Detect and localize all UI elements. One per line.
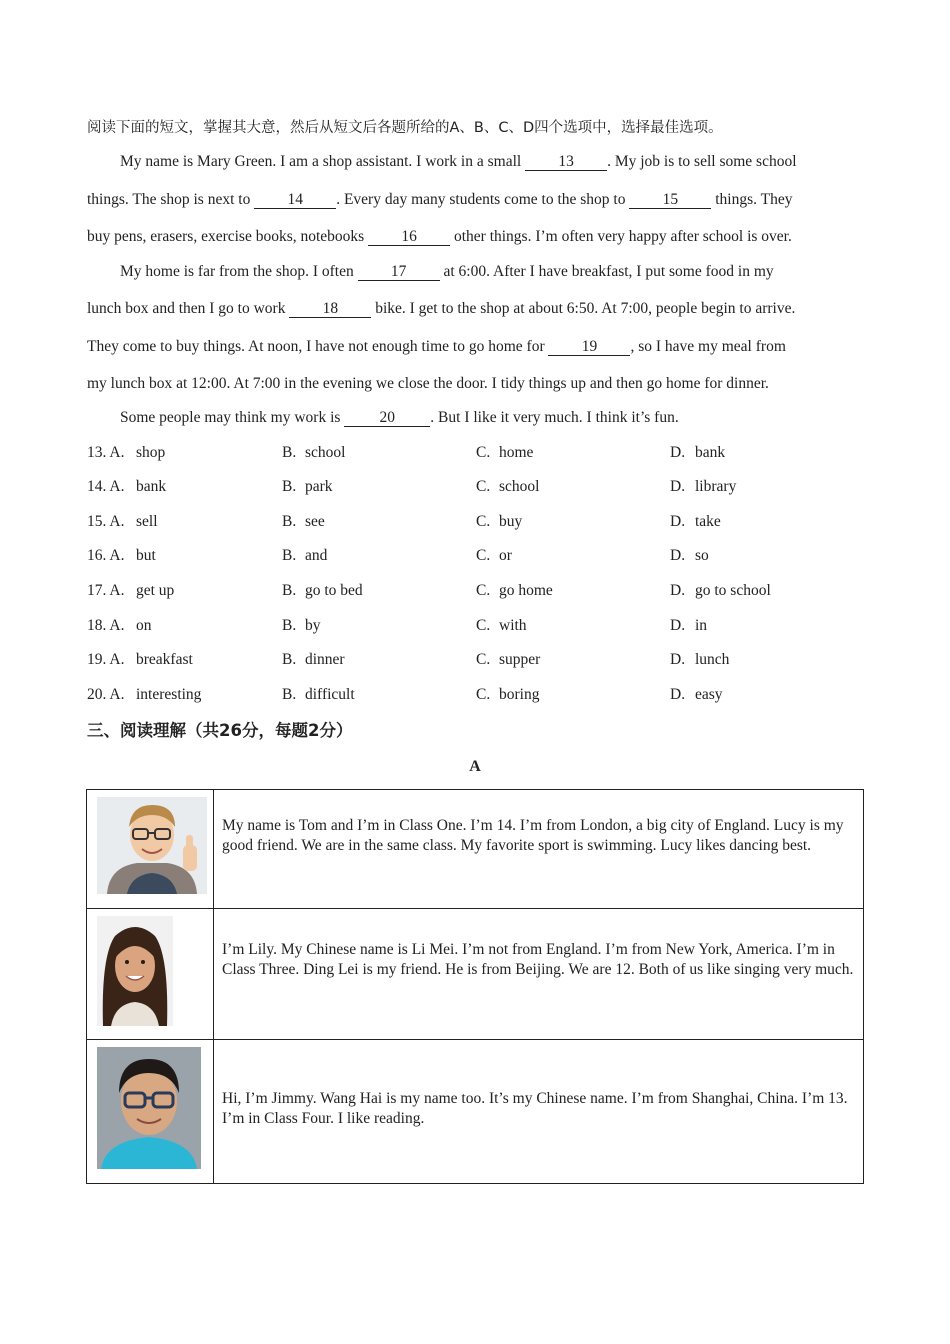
option-c: boring	[499, 686, 540, 703]
table-row	[87, 1040, 864, 1184]
option-b: school	[305, 444, 346, 461]
option-c-label: C.	[476, 617, 491, 634]
option-b-label: B.	[282, 651, 297, 668]
option-b: by	[305, 617, 321, 634]
option-b-label: B.	[282, 617, 297, 634]
section-title: 三、阅读理解（共26分，每题2分）	[87, 721, 353, 740]
passage-text: . Every day many students come to the shop to	[336, 191, 630, 208]
option-b-label: B.	[282, 444, 297, 461]
passage-text: at 6:00. After I have breakfast, I put some food in my	[439, 263, 774, 280]
profile-jimmy-text: Hi, I’m Jimmy. Wang Hai is my name too. It’s my Chinese name. I’m from Shanghai, China. I’m 13. I’m in Class Four. I like reading.	[222, 1090, 848, 1127]
option-c-label: C.	[476, 478, 491, 495]
option-d: library	[695, 478, 737, 495]
passage-text: My name is Mary Green. I am a shop assistant. I work in a small	[120, 153, 526, 170]
option-d-label: D.	[670, 444, 686, 461]
option-d: easy	[695, 686, 723, 703]
passage-text: My home is far from the shop. I often	[120, 263, 358, 280]
option-c: or	[499, 547, 512, 564]
option-d-label: D.	[670, 478, 686, 495]
profile-tom-text: My name is Tom and I’m in Class One. I’m 14. I’m from London, a big city of England. Lucy is my good friend. We are in the same class. My favorite sport is swimming. Lucy likes dancing best.	[222, 817, 844, 854]
blank-20: 20	[344, 409, 430, 427]
passage-line-5	[87, 299, 795, 319]
option-b-label: B.	[282, 547, 297, 564]
question-20-number: 20. A.	[87, 686, 125, 703]
passage-text: Some people may think my work is	[120, 409, 345, 426]
profile-text-cell	[214, 790, 864, 909]
question-19-number: 19. A.	[87, 651, 125, 668]
option-c: school	[499, 478, 540, 495]
option-b: park	[305, 478, 333, 495]
question-16-number: 16. A.	[87, 547, 125, 564]
profile-lily-text: I’m Lily. My Chinese name is Li Mei. I’m not from England. I’m from New York, America. I’m in Class Three. Ding Lei is my friend. He is from Beijing. We are 12. Both of us like singing very much.	[222, 941, 854, 978]
blank-16: 16	[368, 228, 450, 246]
passage-text: other things. I’m often very happy after school is over.	[450, 228, 792, 245]
part-label: A	[469, 758, 481, 775]
blank-19: 19	[548, 338, 630, 356]
profile-text-cell	[214, 909, 864, 1040]
option-b: see	[305, 513, 325, 530]
option-c-label: C.	[476, 686, 491, 703]
option-a: get up	[136, 582, 175, 599]
option-b-label: B.	[282, 582, 297, 599]
question-14-number: 14. A.	[87, 478, 125, 495]
option-a: sell	[136, 513, 158, 530]
passage-text: lunch box and then I go to work	[87, 300, 290, 317]
option-b-label: B.	[282, 686, 297, 703]
option-d: take	[695, 513, 721, 530]
option-b: dinner	[305, 651, 345, 668]
option-c-label: C.	[476, 651, 491, 668]
boy-with-glasses-thumbs-up-photo	[97, 797, 207, 894]
blank-14: 14	[254, 191, 336, 209]
passage-text: . But I like it very much. I think it’s fun.	[430, 409, 679, 426]
option-d: so	[695, 547, 709, 564]
option-d: go to school	[695, 582, 771, 599]
blank-15: 15	[629, 191, 711, 209]
option-d: lunch	[695, 651, 730, 668]
option-a: shop	[136, 444, 166, 461]
passage-line-1	[120, 152, 797, 172]
table-row	[87, 909, 864, 1040]
passage-text: buy pens, erasers, exercise books, notebooks	[87, 228, 369, 245]
question-15-number: 15. A.	[87, 513, 125, 530]
blank-17: 17	[358, 263, 440, 281]
option-c: supper	[499, 651, 541, 668]
passage-text: . My job is to sell some school	[607, 153, 797, 170]
option-d-label: D.	[670, 617, 686, 634]
photo-cell	[87, 909, 214, 1040]
option-c-label: C.	[476, 582, 491, 599]
option-a: on	[136, 617, 152, 634]
option-a: breakfast	[136, 651, 193, 668]
profile-table	[86, 789, 864, 1184]
option-d-label: D.	[670, 547, 686, 564]
option-c-label: C.	[476, 547, 491, 564]
passage-text: bike. I get to the shop at about 6:50. At 7:00, people begin to arrive.	[371, 300, 796, 317]
option-d: in	[695, 617, 708, 634]
passage-line-7: my lunch box at 12:00. At 7:00 in the evening we close the door. I tidy things up and then go home for dinner.	[87, 375, 769, 392]
passage-line-4	[120, 262, 774, 282]
photo-cell	[87, 790, 214, 909]
option-d: bank	[695, 444, 726, 461]
option-b-label: B.	[282, 513, 297, 530]
question-13-number: 13. A.	[87, 444, 125, 461]
passage-text: things. The shop is next to	[87, 191, 255, 208]
passage-text: things. They	[711, 191, 793, 208]
blank-18: 18	[289, 300, 371, 318]
option-c: with	[499, 617, 527, 634]
option-a: but	[136, 547, 156, 564]
instructions: 阅读下面的短文，掌握其大意，然后从短文后各题所给的A、B、C、D四个选项中，选择最佳选项。	[87, 120, 723, 136]
option-c: buy	[499, 513, 523, 530]
option-a: bank	[136, 478, 167, 495]
option-d-label: D.	[670, 582, 686, 599]
photo-cell	[87, 1040, 214, 1184]
option-b-label: B.	[282, 478, 297, 495]
option-b: difficult	[305, 686, 355, 703]
passage-line-6	[87, 337, 786, 357]
blank-13: 13	[525, 153, 607, 171]
profile-text-cell	[214, 1040, 864, 1184]
option-c-label: C.	[476, 444, 491, 461]
passage-line-8	[120, 408, 679, 428]
passage-text: , so I have my meal from	[630, 338, 786, 355]
boy-with-glasses-photo	[97, 1047, 201, 1169]
option-c: home	[499, 444, 534, 461]
passage-line-2	[87, 190, 792, 210]
option-b: go to bed	[305, 582, 363, 599]
option-a: interesting	[136, 686, 202, 703]
passage-line-3	[87, 227, 792, 247]
table-row	[87, 790, 864, 909]
option-c-label: C.	[476, 513, 491, 530]
passage-text: They come to buy things. At noon, I have not enough time to go home for	[87, 338, 549, 355]
question-17-number: 17. A.	[87, 582, 125, 599]
question-18-number: 18. A.	[87, 617, 125, 634]
option-d-label: D.	[670, 686, 686, 703]
option-b: and	[305, 547, 328, 564]
smiling-girl-photo	[97, 916, 173, 1026]
option-d-label: D.	[670, 651, 686, 668]
option-d-label: D.	[670, 513, 686, 530]
option-c: go home	[499, 582, 553, 599]
